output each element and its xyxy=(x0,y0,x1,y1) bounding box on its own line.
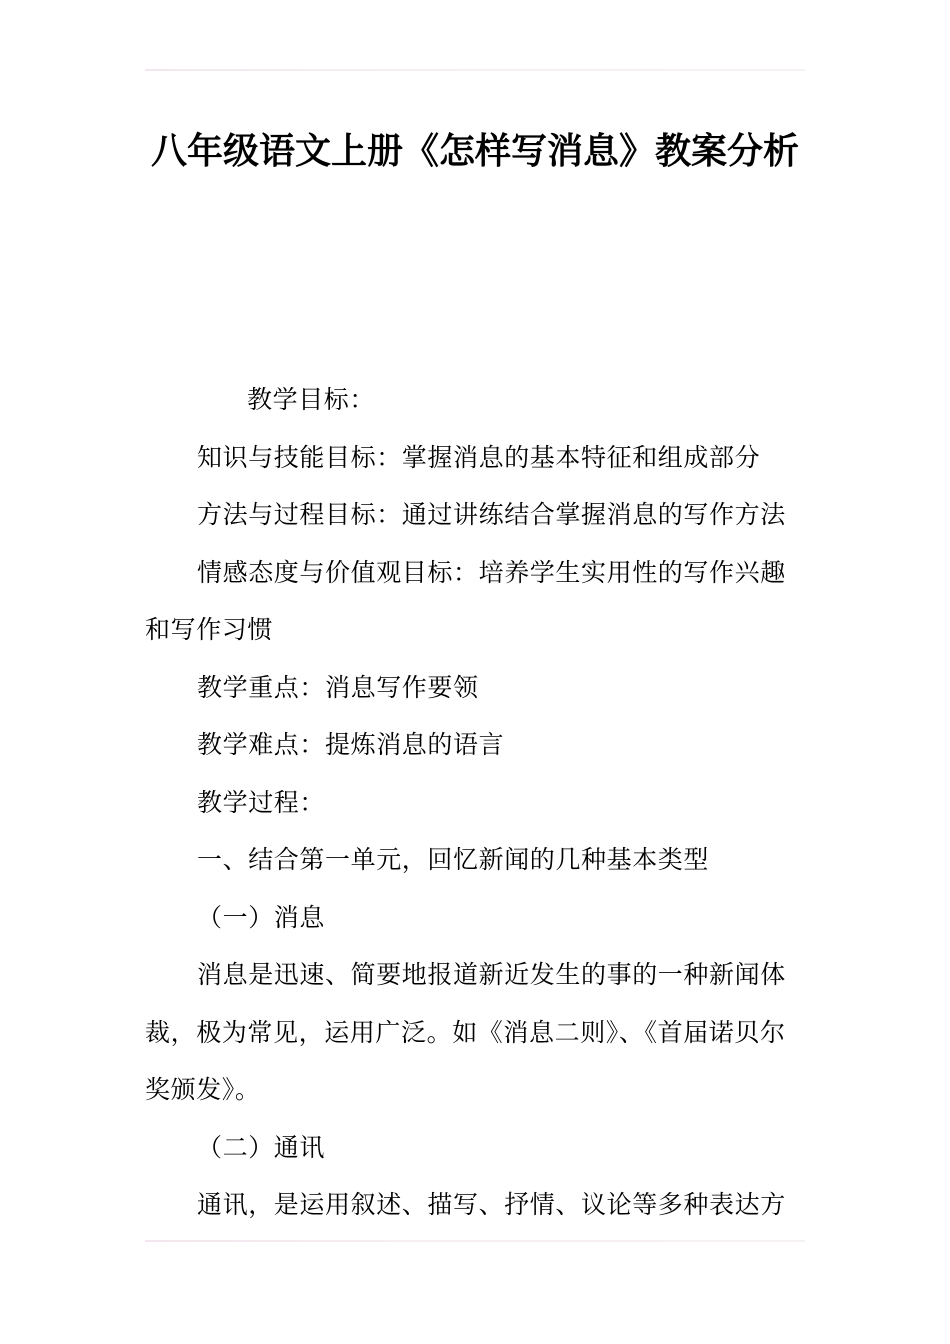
paragraph-method-goal: 方法与过程目标：通过讲练结合掌握消息的写作方法 xyxy=(197,500,786,529)
document-title: 八年级语文上册《怎样写消息》教案分析 xyxy=(150,130,799,172)
header-rule xyxy=(145,69,805,71)
paragraph-subsection-report: （二）通讯 xyxy=(197,1132,326,1162)
paragraph-subsection-news: （一）消息 xyxy=(197,902,326,932)
paragraph-key-point: 教学重点：消息写作要领 xyxy=(197,672,479,702)
paragraph-emotion-goal: 情感态度与价值观目标：培养学生实用性的写作兴趣和写作习惯 xyxy=(145,557,786,644)
paragraph-process: 教学过程： xyxy=(197,787,326,817)
paragraph-section-one: 一、结合第一单元，回忆新闻的几种基本类型 xyxy=(197,845,710,874)
document-body xyxy=(145,371,807,1234)
paragraph-knowledge-goal: 知识与技能目标：掌握消息的基本特征和组成部分 xyxy=(197,442,761,472)
footer-rule xyxy=(145,1240,805,1242)
paragraph-news-definition: 消息是迅速、简要地报道新近发生的事的一种新闻体裁，极为常见，运用广泛。如《消息二则》、《首届诺贝尔奖颁发》。 xyxy=(145,960,786,1104)
paragraph-report-definition: 通讯，是运用叙述、描写、抒情、议论等多种表达方 xyxy=(197,1190,786,1219)
paragraph-difficulty: 教学难点：提炼消息的语言 xyxy=(197,730,505,759)
paragraph-teaching-goals: 教学目标： xyxy=(247,385,376,414)
